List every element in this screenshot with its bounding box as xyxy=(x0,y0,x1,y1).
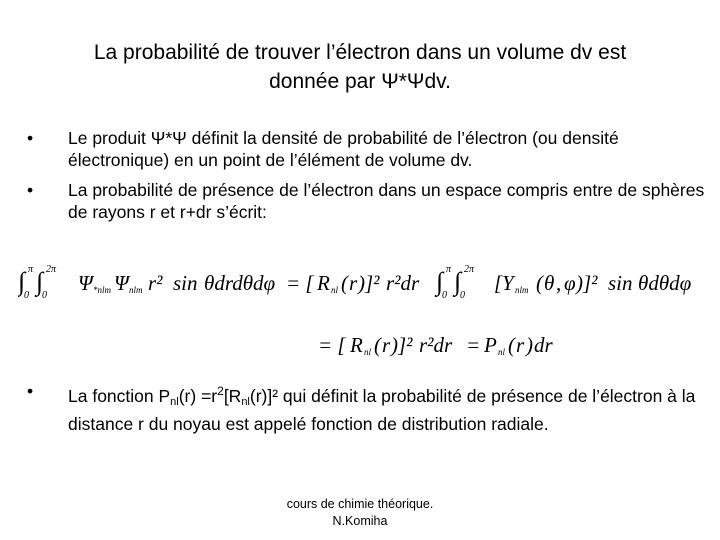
svg-text:r²dr: r²dr xyxy=(386,271,420,295)
svg-text:nlm: nlm xyxy=(129,285,143,295)
svg-text:π: π xyxy=(28,264,34,275)
bullet-list-2 xyxy=(27,380,707,443)
svg-text:*nlm: *nlm xyxy=(93,285,111,295)
bullet3-sub: nl xyxy=(170,396,179,408)
svg-text:)]²: )]² xyxy=(358,271,380,295)
svg-text:r: r xyxy=(516,333,525,357)
bullet3-text-before: La fonction P xyxy=(68,386,171,406)
svg-text:)]²: )]² xyxy=(576,271,598,295)
svg-text:,: , xyxy=(556,271,562,295)
equation-line-1 xyxy=(18,262,718,308)
bullet-item-radial xyxy=(27,380,707,435)
svg-text:Y: Y xyxy=(502,271,514,295)
slide-title xyxy=(30,38,690,96)
svg-text:0: 0 xyxy=(24,290,29,301)
svg-text:θdrdθdφ: θdrdθdφ xyxy=(204,271,276,295)
bullet3-sub2: nl xyxy=(241,396,250,408)
title-line-2: donnée par Ψ*Ψdv. xyxy=(269,70,451,93)
svg-text:Ψ: Ψ xyxy=(114,271,129,295)
equation-2-graphic xyxy=(318,328,578,362)
svg-text:θ: θ xyxy=(544,271,555,295)
equation-line-2 xyxy=(318,328,578,368)
bullet-list xyxy=(27,127,707,231)
svg-text:nl: nl xyxy=(331,285,339,295)
svg-text:(: ( xyxy=(508,333,515,357)
svg-text:)]²: )]² xyxy=(391,333,413,357)
svg-text:dr: dr xyxy=(534,333,553,357)
svg-text:[: [ xyxy=(494,271,503,295)
svg-text:P: P xyxy=(484,333,497,357)
bullet-point-icon: • xyxy=(27,128,34,148)
svg-text:π: π xyxy=(446,264,452,275)
svg-text:sin: sin xyxy=(173,271,198,295)
bullet-point-icon: • xyxy=(27,180,34,200)
svg-text:2π: 2π xyxy=(46,264,57,275)
svg-text:0: 0 xyxy=(42,290,47,301)
svg-text:θdθdφ: θdθdφ xyxy=(638,271,692,295)
bullet3-sup: 2 xyxy=(217,384,224,398)
svg-text:(: ( xyxy=(536,271,543,295)
svg-text:∫: ∫ xyxy=(18,267,26,296)
bullet-point-icon: • xyxy=(27,381,34,401)
title-line-1: La probabilité de trouver l’électron dans un volume dv est xyxy=(93,41,627,64)
svg-text:): ) xyxy=(526,333,533,357)
bullet-text: Le produit Ψ*Ψ définit la densité de probabilité de l’électron (ou densité électronique) en un point de l’élément de volume dv. xyxy=(68,128,619,170)
footer-line-1: cours de chimie théorique. xyxy=(286,497,434,511)
svg-text:= [: = [ xyxy=(286,271,314,295)
bullet3-text-end: (r)]² qui définit la probabilité de présence de l’électron à la distance r du noyau est appelé fonction de distribution radiale. xyxy=(68,386,696,434)
footer xyxy=(260,496,460,530)
svg-text:0: 0 xyxy=(460,290,465,301)
svg-text:2π: 2π xyxy=(464,264,475,275)
bullet-item-presence xyxy=(27,179,707,223)
svg-text:0: 0 xyxy=(442,290,447,301)
footer-line-2: N.Komiha xyxy=(332,514,388,528)
bullet3-text-after: [R xyxy=(223,386,242,406)
svg-text:r: r xyxy=(349,271,358,295)
svg-text:= [: = [ xyxy=(318,333,346,357)
svg-text:R: R xyxy=(350,333,363,357)
svg-text:φ: φ xyxy=(564,271,576,295)
svg-text:∫: ∫ xyxy=(36,267,44,296)
svg-text:(: ( xyxy=(374,333,381,357)
svg-text:r²: r² xyxy=(148,271,163,295)
bullet3-text-mid: (r) =r xyxy=(178,386,218,406)
svg-text:nl: nl xyxy=(364,347,372,357)
svg-text:sin: sin xyxy=(608,271,633,295)
svg-text:∫: ∫ xyxy=(454,267,462,296)
equation-1-graphic xyxy=(18,262,718,302)
svg-text:Ψ: Ψ xyxy=(78,271,93,295)
svg-text:R: R xyxy=(317,271,330,295)
svg-text:=: = xyxy=(466,333,481,357)
svg-text:∫: ∫ xyxy=(436,267,444,296)
svg-text:nl: nl xyxy=(498,347,506,357)
bullet-item-density xyxy=(27,127,707,171)
svg-text:r: r xyxy=(382,333,391,357)
bullet-text: La probabilité de présence de l’électron dans un espace compris entre de sphères de rayons r et r+dr s’écrit: xyxy=(68,180,705,222)
svg-text:(: ( xyxy=(341,271,348,295)
svg-text:nlm: nlm xyxy=(515,285,529,295)
svg-text:r²dr: r²dr xyxy=(419,333,453,357)
